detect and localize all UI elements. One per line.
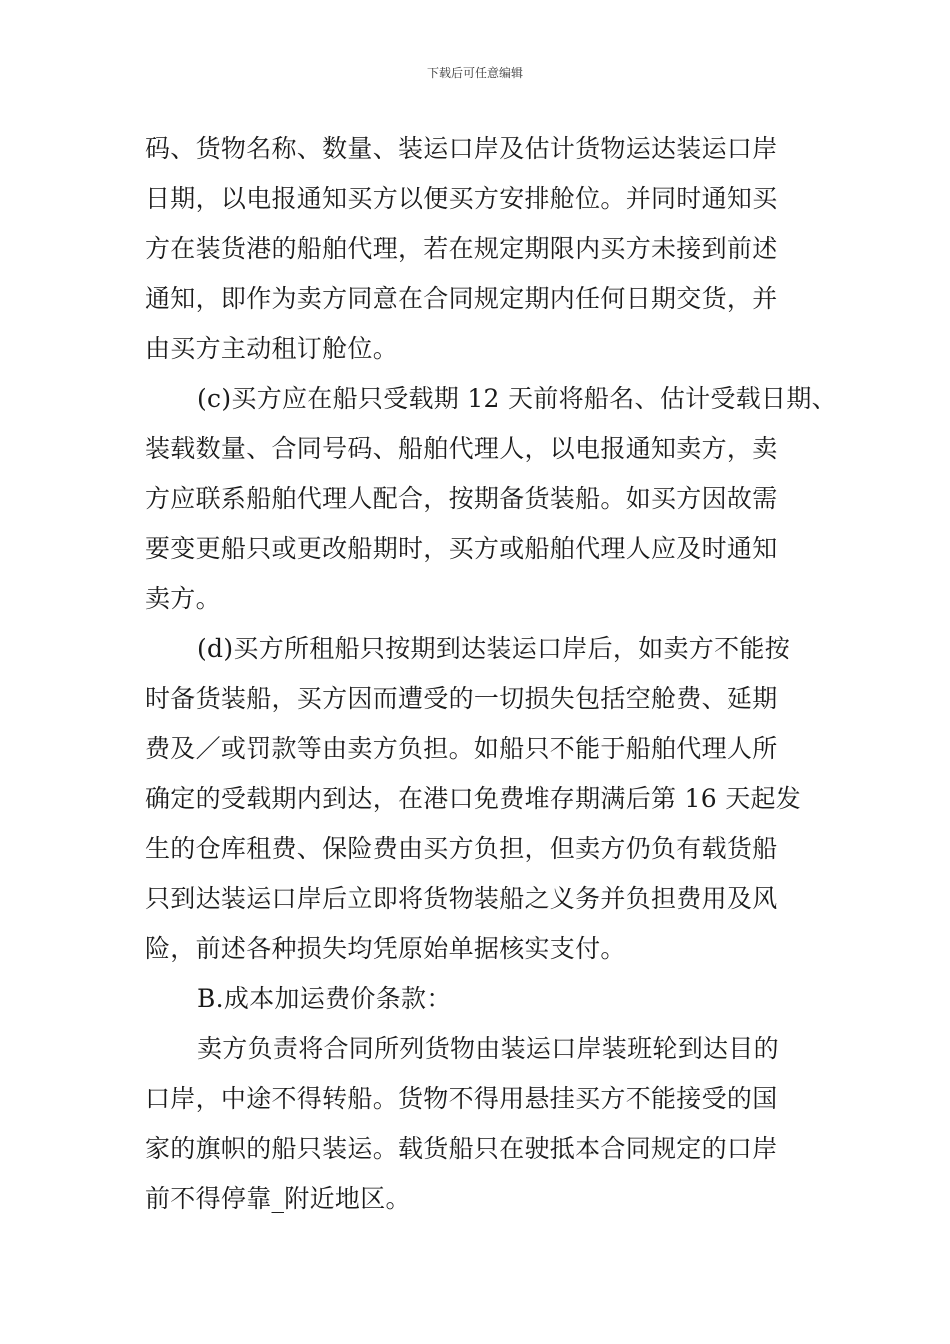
text-line: 通知，即作为卖方同意在合同规定期内任何日期交货，并 bbox=[145, 284, 778, 313]
text-line: 口岸，中途不得转船。货物不得用悬挂买方不能接受的国 bbox=[145, 1084, 778, 1113]
text-line: 卖方。 bbox=[145, 584, 221, 613]
text-line: 日期，以电报通知买方以便买方安排舱位。并同时通知买 bbox=[145, 184, 778, 213]
text-line: 家的旗帜的船只装运。载货船只在驶抵本合同规定的口岸 bbox=[145, 1134, 778, 1163]
text-line: 只到达装运口岸后立即将货物装船之义务并负担费用及风 bbox=[145, 884, 778, 913]
text-line: 费及／或罚款等由卖方负担。如船只不能于船舶代理人所 bbox=[145, 734, 778, 763]
paragraph-d-start: (d)买方所租船只按期到达装运口岸后，如卖方不能按 bbox=[197, 634, 791, 663]
text-line: 要变更船只或更改船期时，买方或船舶代理人应及时通知 bbox=[145, 534, 778, 563]
text-line: 险，前述各种损失均凭原始单据核实支付。 bbox=[145, 934, 626, 963]
text-line: 生的仓库租费、保险费由买方负担，但卖方仍负有载货船 bbox=[145, 834, 778, 863]
text-line: 方在装货港的船舶代理，若在规定期限内买方未接到前述 bbox=[145, 234, 778, 263]
text-line: 前不得停靠_附近地区。 bbox=[145, 1184, 411, 1213]
paragraph-b-start: 卖方负责将合同所列货物由装运口岸装班轮到达目的 bbox=[197, 1034, 779, 1063]
text-line: 由买方主动租订舱位。 bbox=[145, 334, 399, 363]
document-body bbox=[145, 124, 837, 1224]
page-header: 下载后可任意编辑 bbox=[426, 66, 523, 80]
paragraph-c-start: (c)买方应在船只受载期 12 天前将船名、估计受载日期、 bbox=[197, 384, 837, 413]
text-line: 装载数量、合同号码、船舶代理人，以电报通知卖方，卖 bbox=[145, 434, 778, 463]
section-b-heading: B.成本加运费价条款： bbox=[197, 984, 452, 1013]
text-line: 码、货物名称、数量、装运口岸及估计货物运达装运口岸 bbox=[145, 134, 778, 163]
text-line: 方应联系船舶代理人配合，按期备货装船。如买方因故需 bbox=[145, 484, 778, 513]
text-line: 确定的受载期内到达，在港口免费堆存期满后第 16 天起发 bbox=[145, 784, 802, 813]
text-line: 时备货装船，买方因而遭受的一切损失包括空舱费、延期 bbox=[145, 684, 778, 713]
